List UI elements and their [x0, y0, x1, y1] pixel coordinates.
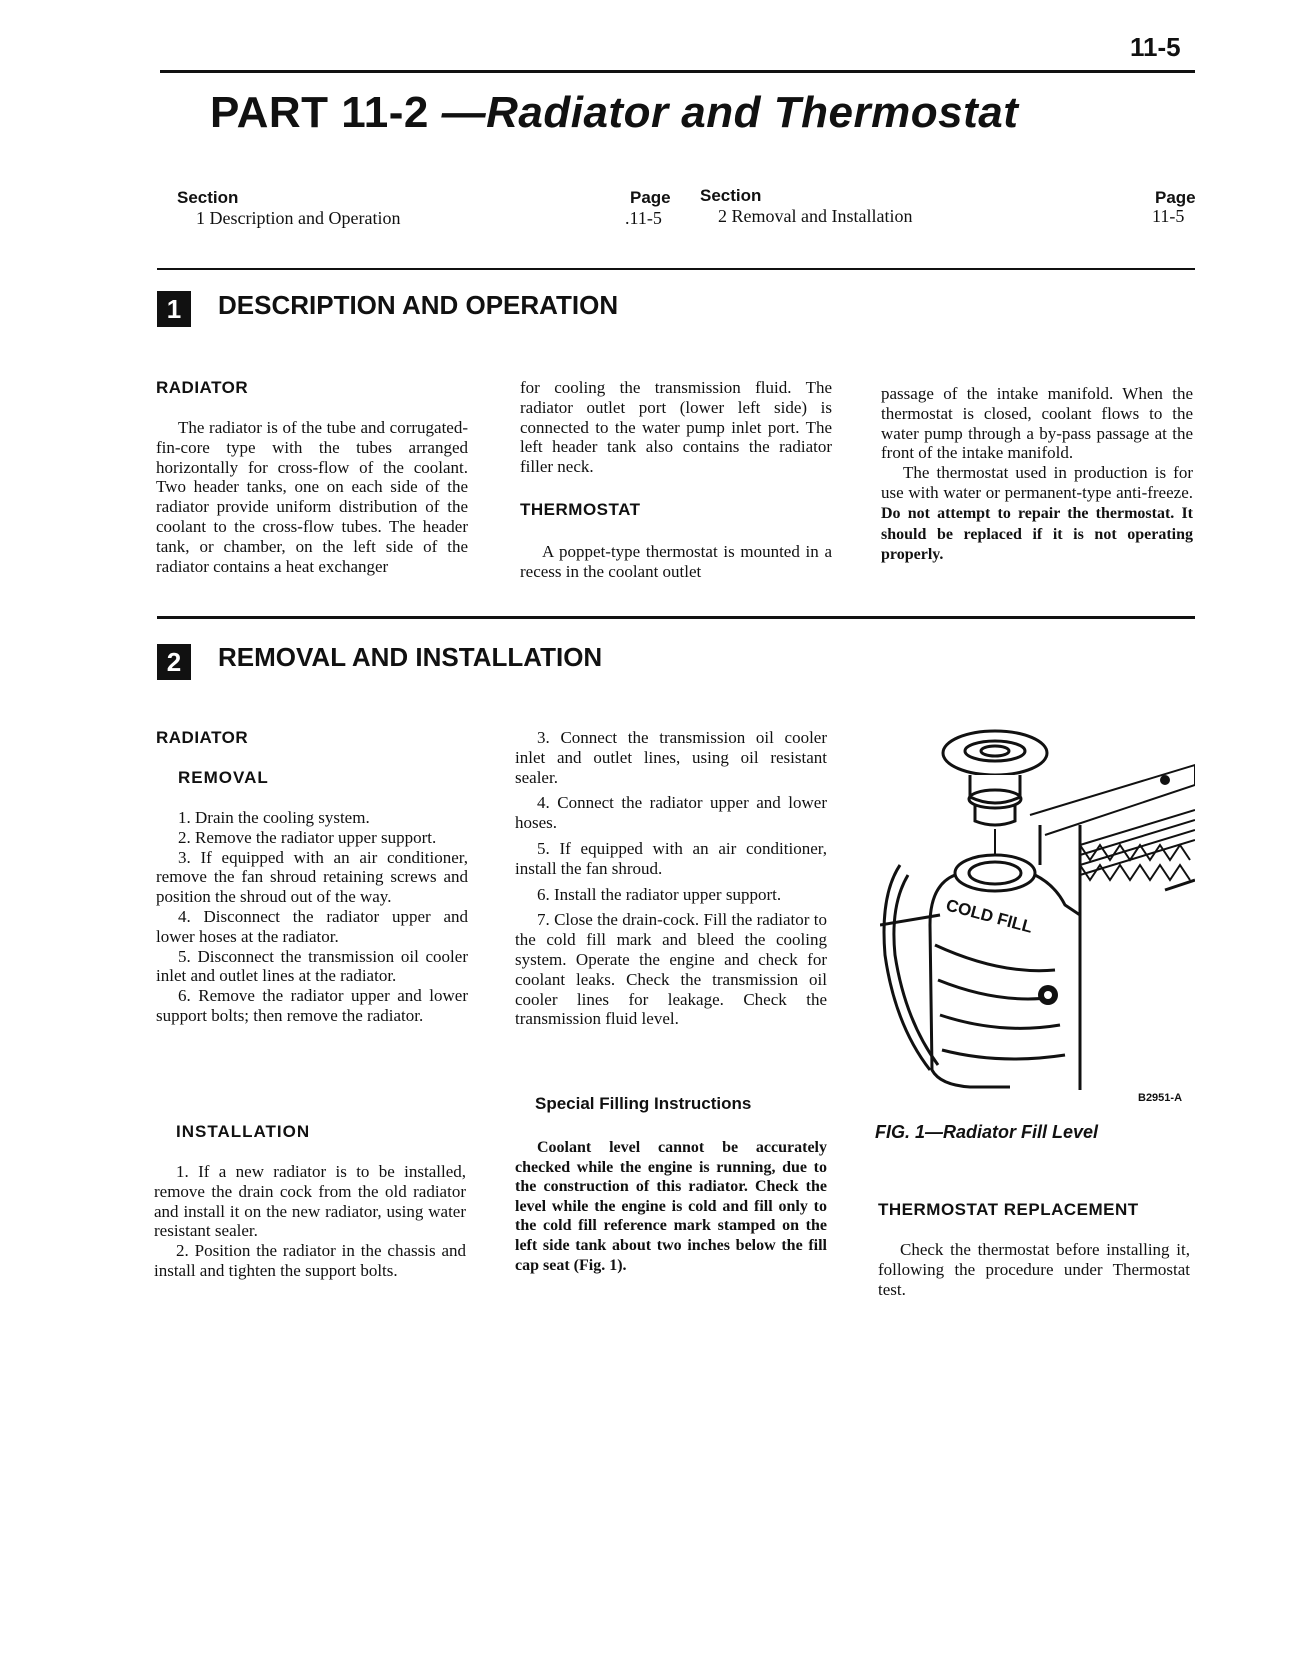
- page-title: [210, 88, 1018, 138]
- list-item: 5. If equipped with an air conditioner, install the fan shroud.: [515, 838, 827, 878]
- s2-radiator-heading: RADIATOR: [156, 728, 249, 747]
- list-item: 5. Disconnect the transmission oil cooler inlet and outlet lines at the radiator.: [156, 946, 468, 986]
- s2-thermostat-replacement-heading: THERMOSTAT REPLACEMENT: [878, 1200, 1139, 1219]
- section1-number-badge: 1: [157, 291, 191, 327]
- s2-thermostat-replacement-text: Check the thermostat before installing it, following the procedure under Thermostat test.: [878, 1240, 1190, 1299]
- list-item: 3. If equipped with an air conditioner, remove the fan shroud retaining screws and position the shroud out of the way.: [156, 847, 468, 907]
- s1-col3-text: passage of the intake manifold. When the thermostat is closed, coolant flows to the water pump through a by-pass passage at the front of the intake manifold. The thermostat used in production is for use with water or permanent-type anti-freeze. Do not attempt to repair the thermostat. It should be replaced if it is not operating properly.: [881, 384, 1193, 564]
- s1-radiator-text: The radiator is of the tube and corrugated-fin-core type with the tubes arranged horizontally for cross-flow of the coolant. Two header tanks, one on each side of the radiator provide uniform distribution of the coolant to the cross-flow tubes. The header tank, or chamber, on the left side of the radiator contains a heat exchanger: [156, 418, 468, 576]
- toc-section-header-left: Section: [177, 188, 239, 207]
- list-item: 7. Close the drain-cock. Fill the radiator to the cold fill mark and bleed the cooling system. Operate the engine and check for coolant leaks. Check the transmission oil cooler lines for leakage. Check the transmission fluid level.: [515, 910, 827, 1029]
- toc-page-left: .11-5: [625, 208, 662, 228]
- s1-col2-text: for cooling the transmission fluid. The radiator outlet port (lower left side) is connected to the water pump inlet port. The left header tank also contains the radiator filler neck.: [520, 378, 832, 477]
- radiator-core-icon: [1030, 765, 1195, 1090]
- list-item: 4. Connect the radiator upper and lower hoses.: [515, 793, 827, 833]
- toc-item-right: 2 Removal and Installation: [718, 206, 913, 226]
- section2-heading: REMOVAL AND INSTALLATION: [218, 642, 603, 672]
- section2-top-rule: [157, 616, 1195, 619]
- drain-plug-icon: [1038, 985, 1058, 1005]
- radiator-tank-icon: [880, 865, 1080, 1087]
- radiator-fill-level-figure: [880, 725, 1195, 1105]
- section1-top-rule: [157, 268, 1195, 270]
- s1-radiator-heading: RADIATOR: [156, 378, 249, 397]
- top-rule: [160, 70, 1195, 73]
- list-item: 6. Remove the radiator upper and lower support bolts; then remove the radiator.: [156, 986, 468, 1025]
- s2-installation-steps: [154, 1162, 466, 1281]
- figure-id: B2951-A: [1138, 1092, 1183, 1104]
- s2-removal-steps: [156, 808, 468, 1026]
- toc-section-header-right: Section: [700, 186, 762, 205]
- list-item: 6. Install the radiator upper support.: [537, 884, 782, 904]
- toc-page-right: 11-5: [1152, 206, 1185, 226]
- s2-special-text: Coolant level cannot be accurately checked while the engine is running, due to the construction of this radiator. Check the level while the engine is cold and fill only to the cold fill reference mark stamped on the left side tank about two inches below the fill cap seat (Fig. 1).: [515, 1139, 827, 1274]
- cold-fill-mark: COLD FILL: [943, 895, 1035, 937]
- list-item: 1. If a new radiator is to be installed, remove the drain cock from the old radiator and install it on the new radiator, using water resistant sealer.: [154, 1162, 466, 1241]
- toc-page-header-left: Page: [630, 188, 671, 207]
- filler-neck-icon: [955, 855, 1035, 891]
- s2-removal-heading: REMOVAL: [178, 768, 269, 787]
- list-item: 4. Disconnect the radiator upper and lower hoses at the radiator.: [156, 906, 468, 946]
- list-item: 2. Position the radiator in the chassis and install and tighten the support bolts.: [154, 1241, 466, 1280]
- s2-col2-steps: [515, 728, 827, 1029]
- radiator-cap-icon: [943, 731, 1047, 855]
- figure-caption: FIG. 1—Radiator Fill Level: [875, 1122, 1099, 1142]
- s2-special-heading: Special Filling Instructions: [535, 1094, 752, 1113]
- list-item: 1. Drain the cooling system.: [178, 808, 370, 827]
- s1-thermostat-heading: THERMOSTAT: [520, 500, 641, 519]
- title-part: PART 11-2: [210, 88, 429, 137]
- toc-page-header-right: Page: [1155, 188, 1196, 207]
- page-number: 11-5: [1130, 32, 1181, 62]
- title-subject: —Radiator and Thermostat: [441, 88, 1019, 137]
- list-item: 3. Connect the transmission oil cooler inlet and outlet lines, using oil resistant sealer.: [515, 728, 827, 787]
- s2-installation-heading: INSTALLATION: [176, 1122, 311, 1141]
- section2-number-badge: 2: [157, 644, 191, 680]
- s1-thermostat-text: A poppet-type thermostat is mounted in a recess in the coolant outlet: [520, 542, 832, 581]
- section1-heading: DESCRIPTION AND OPERATION: [218, 290, 619, 320]
- toc-item-left: 1 Description and Operation: [196, 208, 401, 228]
- list-item: 2. Remove the radiator upper support.: [178, 827, 437, 847]
